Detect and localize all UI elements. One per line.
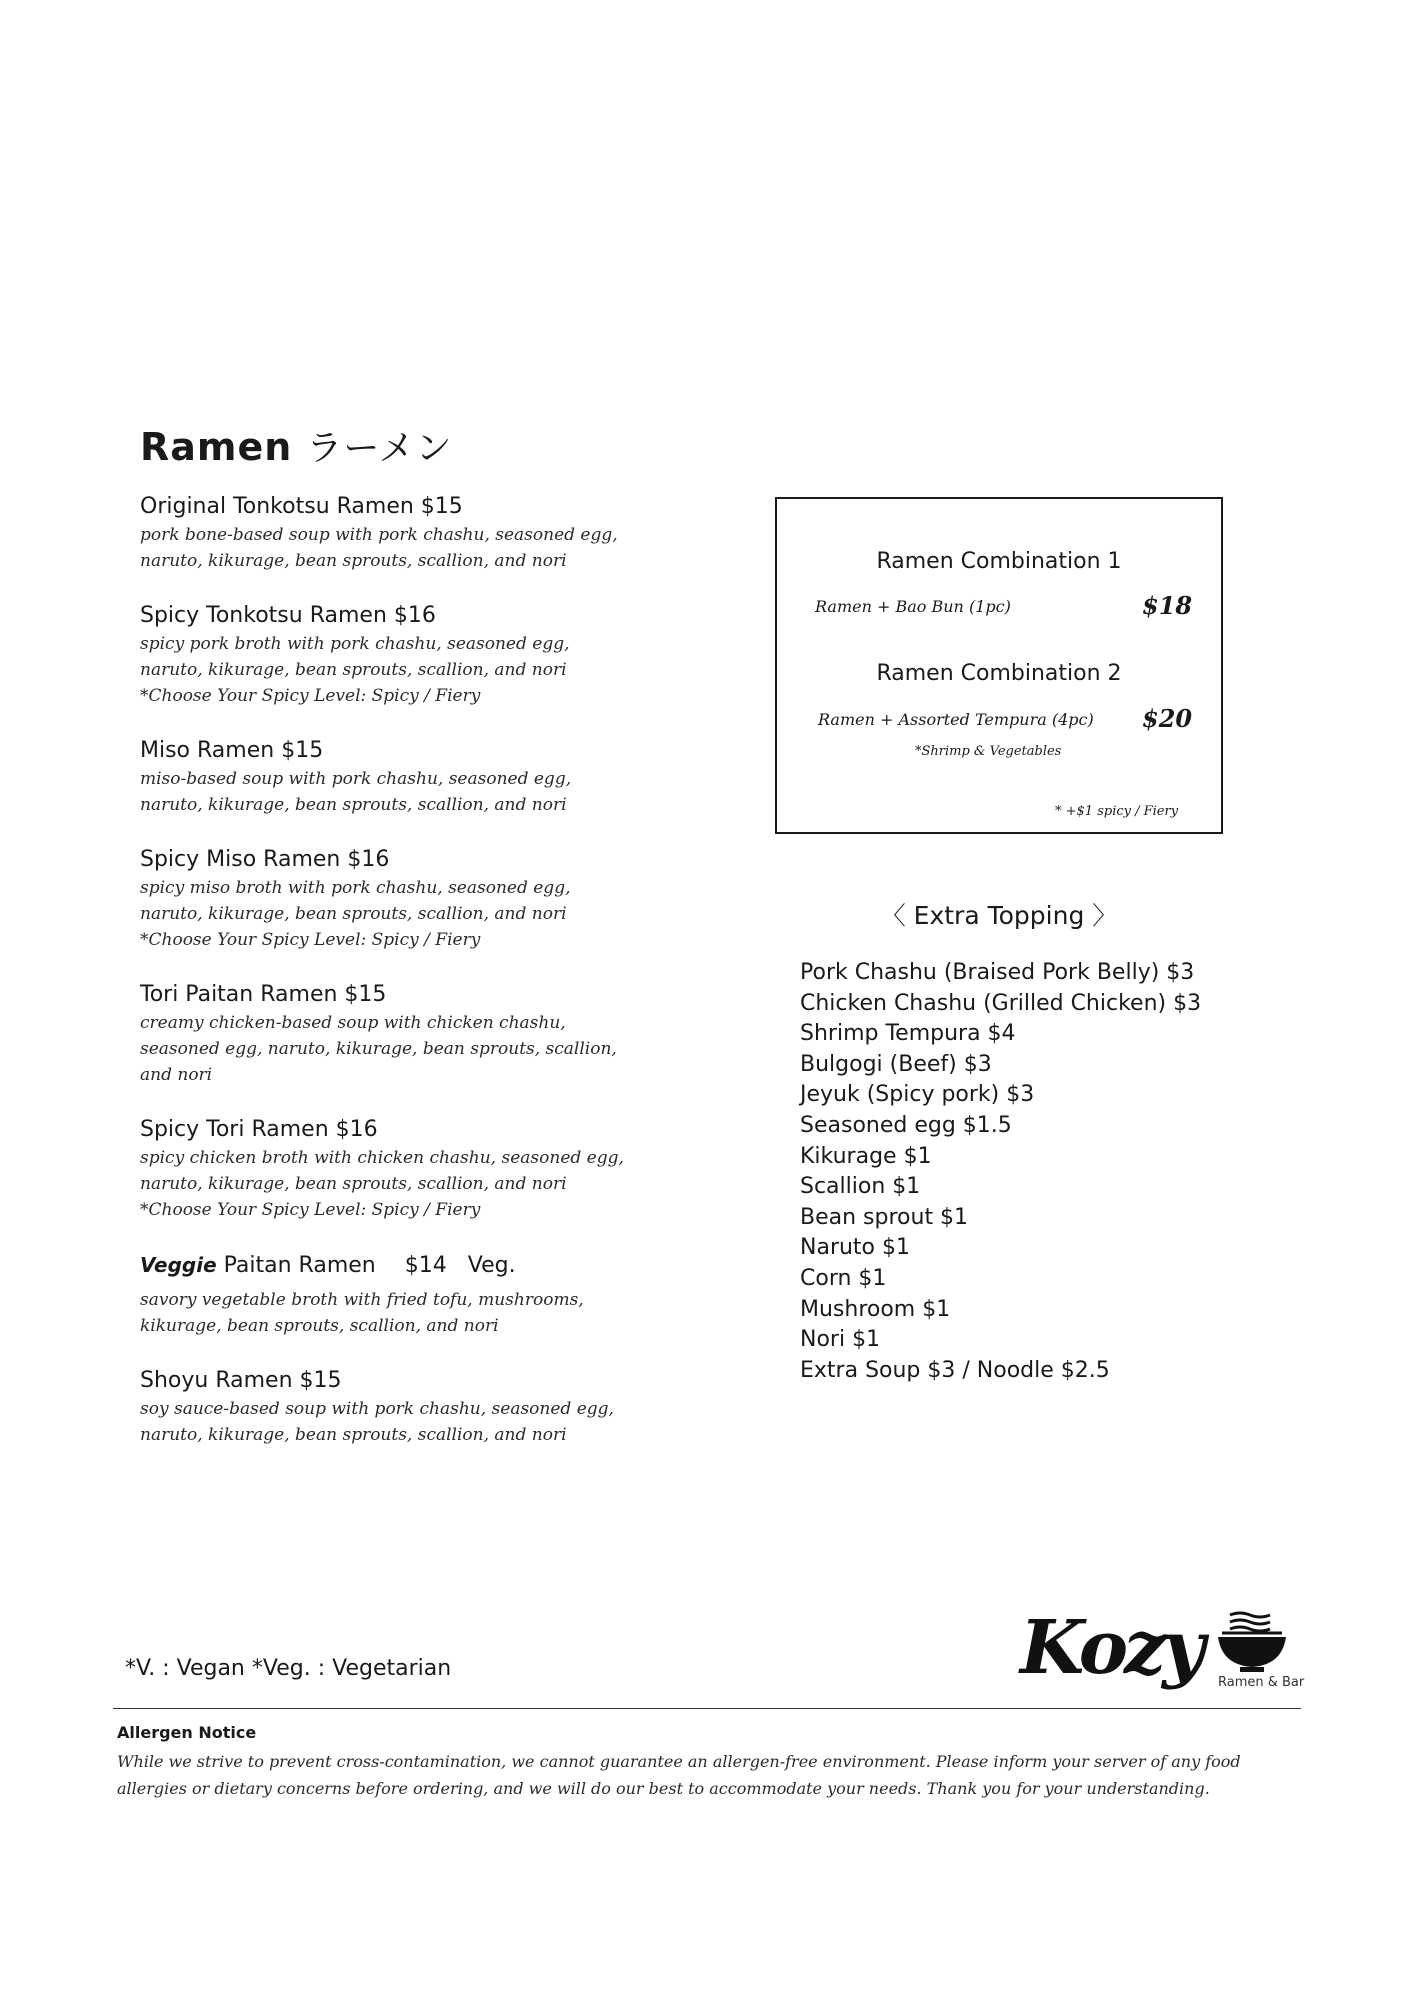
menu-item-desc: naruto, kikurage, bean sprouts, scallion, and nori [140, 551, 567, 571]
menu-item-veggie [140, 1250, 700, 1339]
menu-item-desc: savory vegetable broth with fried tofu, mushrooms, [140, 1290, 584, 1310]
topping-list [800, 958, 1220, 1386]
menu-item-desc: creamy chicken-based soup with chicken chashu, [140, 1013, 566, 1033]
kozy-logo [1020, 1603, 1305, 1703]
menu-item-desc: *Choose Your Spicy Level: Spicy / Fiery [140, 1200, 481, 1220]
menu-item-desc: kikurage, bean sprouts, scallion, and nori [140, 1316, 499, 1336]
menu-item-title [140, 1250, 700, 1281]
ramen-bowl-icon [1216, 1609, 1288, 1673]
logo-wordmark: Kozy [1020, 1605, 1202, 1691]
topping-item: Nori $1 [800, 1327, 881, 1353]
menu-item-desc: *Choose Your Spicy Level: Spicy / Fiery [140, 930, 481, 950]
topping-item: Pork Chashu (Braised Pork Belly) $3 [800, 960, 1195, 985]
menu-item-desc: spicy pork broth with pork chashu, seasoned egg, [140, 634, 570, 654]
menu-item-desc: soy sauce-based soup with pork chashu, seasoned egg, [140, 1399, 614, 1419]
topping-item: Jeyuk (Spicy pork) $3 [800, 1082, 1035, 1108]
menu-item-desc: miso-based soup with pork chashu, seasoned egg, [140, 769, 572, 789]
menu-item-desc: naruto, kikurage, bean sprouts, scallion, and nori [140, 1425, 567, 1445]
ramen-list [140, 492, 700, 1475]
menu-item-desc: spicy chicken broth with chicken chashu, seasoned egg, [140, 1148, 624, 1168]
menu-item [140, 845, 700, 953]
topping-item: Shrimp Tempura $4 [800, 1021, 1016, 1047]
page-title [140, 420, 453, 471]
logo-subtitle: Ramen & Bar [1218, 1675, 1305, 1690]
veggie-tag: Veggie [140, 1253, 217, 1277]
combo-2-line: Ramen + Assorted Tempura (4pc) [818, 710, 1094, 729]
menu-item-desc: *Choose Your Spicy Level: Spicy / Fiery [140, 686, 481, 706]
allergen-text: While we strive to prevent cross-contamination, we cannot guarantee an allergen-free environment. Please inform your server of any food allergies or dietary concerns before ordering, and we will do our best to accommodate your needs. Thank you for your understanding. [117, 1752, 1241, 1798]
topping-item: Naruto $1 [800, 1235, 910, 1261]
topping-item: Chicken Chashu (Grilled Chicken) $3 [800, 990, 1202, 1016]
page-title-text: Ramen [140, 425, 293, 469]
combo-2-title: Ramen Combination 2 [876, 661, 1122, 686]
combo-1-title: Ramen Combination 1 [876, 549, 1122, 574]
combo-1-line: Ramen + Bao Bun (1pc) [815, 597, 1011, 616]
extra-topping-heading: 〈 Extra Topping 〉 [880, 901, 1118, 930]
veggie-suffix: Veg. [467, 1253, 516, 1278]
menu-item [140, 601, 700, 709]
combo-2-note: *Shrimp & Vegetables [915, 744, 1062, 759]
footer-divider [113, 1708, 1301, 1709]
menu-item-desc: and nori [140, 1065, 213, 1085]
menu-item [140, 736, 700, 818]
menu-item-desc: naruto, kikurage, bean sprouts, scallion, and nori [140, 795, 567, 815]
menu-item-title: Tori Paitan Ramen $15 [140, 982, 387, 1007]
menu-item-title: Original Tonkotsu Ramen $15 [140, 494, 463, 519]
topping-item: Corn $1 [800, 1265, 887, 1291]
topping-item: Bean sprout $1 [800, 1204, 969, 1230]
topping-item: Bulgogi (Beef) $3 [800, 1051, 992, 1077]
combo-spicy-note: * +$1 spicy / Fiery [1055, 804, 1179, 819]
menu-item-title: Spicy Miso Ramen $16 [140, 847, 390, 872]
allergen-title: Allergen Notice [117, 1723, 257, 1742]
topping-item: Mushroom $1 [800, 1296, 951, 1322]
menu-item-title: Shoyu Ramen $15 [140, 1368, 342, 1393]
menu-item [140, 1366, 700, 1448]
menu-item [140, 492, 700, 574]
menu-item-title: Miso Ramen $15 [140, 738, 324, 763]
diet-legend: *V. : Vegan *Veg. : Vegetarian [125, 1656, 452, 1681]
veggie-price: $14 [404, 1253, 447, 1278]
menu-item-desc: naruto, kikurage, bean sprouts, scallion, and nori [140, 904, 567, 924]
menu-item-title: Spicy Tori Ramen $16 [140, 1117, 378, 1142]
menu-item-desc: spicy miso broth with pork chashu, seasoned egg, [140, 878, 571, 898]
menu-item [140, 1115, 700, 1223]
topping-item: Extra Soup $3 / Noodle $2.5 [800, 1357, 1110, 1383]
menu-item-desc: seasoned egg, naruto, kikurage, bean sprouts, scallion, [140, 1039, 617, 1059]
topping-item: Kikurage $1 [800, 1143, 932, 1169]
menu-item-desc: naruto, kikurage, bean sprouts, scallion, and nori [140, 1174, 567, 1194]
page-title-japanese: ラーメン [306, 428, 453, 469]
topping-item: Scallion $1 [800, 1174, 921, 1200]
topping-item: Seasoned egg $1.5 [800, 1112, 1012, 1138]
veggie-name: Paitan Ramen [223, 1253, 376, 1278]
combo-2-price: $20 [1142, 704, 1193, 733]
menu-item-title: Spicy Tonkotsu Ramen $16 [140, 603, 436, 628]
combo-box [775, 497, 1223, 834]
combo-1-price: $18 [1142, 591, 1193, 620]
menu-item [140, 980, 700, 1088]
menu-item-desc: naruto, kikurage, bean sprouts, scallion, and nori [140, 660, 567, 680]
menu-item-desc: pork bone-based soup with pork chashu, seasoned egg, [140, 525, 618, 545]
